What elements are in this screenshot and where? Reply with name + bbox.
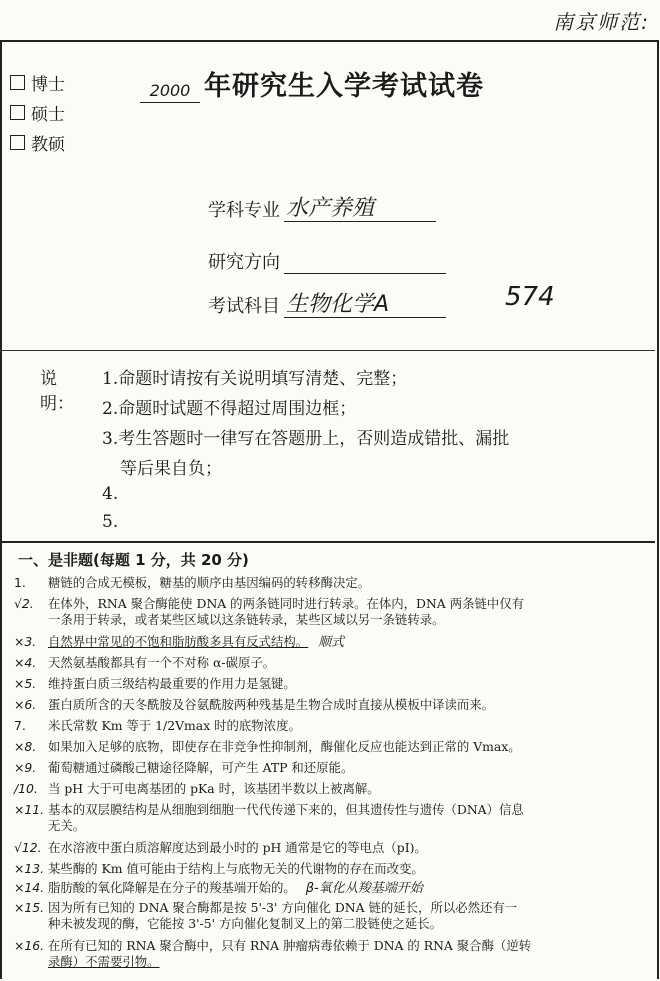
question-mark: ×3.	[14, 634, 37, 649]
degree-label: 硕士	[31, 105, 65, 125]
question-mark: 1.	[14, 575, 26, 590]
handwritten-note: β-氧化从羧基端开始	[305, 881, 423, 896]
question-text: 当 pH 大于可电离基团的 pKa 时，该基团半数以上被离解。	[48, 781, 380, 796]
degree-option-phd[interactable]	[10, 70, 65, 95]
instruction-item: 3.考生答题时一律写在答题册上，否则造成错批、漏批	[102, 429, 510, 449]
question-text: 蛋白质所含的天冬酰胺及谷氨酰胺两种残基是生物合成时直接从模板中译读而来。	[48, 697, 495, 712]
question-mark: /10.	[14, 781, 38, 796]
question-mark: √12.	[14, 840, 42, 855]
question-item	[14, 781, 644, 797]
direction-label: 研究方向	[208, 252, 280, 273]
question-item	[14, 880, 644, 897]
exam-title-text: 年研究生入学考试试卷	[204, 71, 484, 102]
handwritten-note: 顺式	[318, 635, 345, 650]
degree-option-edu-master[interactable]	[10, 130, 65, 155]
question-text: 如果加入足够的底物，即使存在非竞争性抑制剂，酶催化反应也能达到正常的 Vmax。	[48, 739, 521, 754]
instruction-item: 2.命题时试题不得超过周围边框；	[102, 399, 357, 419]
question-text: 某些酶的 Km 值可能由于结构上与底物无关的代谢物的存在而改变。	[48, 861, 424, 876]
question-item	[14, 634, 644, 651]
question-mark: ×15.	[14, 900, 45, 915]
question-text: 种未被发现的酶，它能按 3'-5' 方向催化复制叉上的第二股链使之延长。	[48, 916, 442, 931]
question-text: 糖链的合成无模板，糖基的顺序由基因编码的转移酶决定。	[48, 575, 371, 590]
instruction-item: 4.	[102, 484, 119, 504]
question-text: 录酶）不需要引物。	[48, 954, 160, 969]
question-item	[14, 840, 644, 856]
exam-frame	[0, 40, 659, 979]
question-text: 无关。	[48, 818, 86, 833]
question-text: 脂肪酸的氧化降解是在分子的羧基端开始的。	[48, 880, 296, 895]
question-mark: ×8.	[14, 739, 37, 754]
question-mark: ×11.	[14, 802, 45, 817]
checkbox[interactable]	[10, 105, 25, 120]
question-text: 在体外，RNA 聚合酶能使 DNA 的两条链同时进行转录。在体内，DNA 两条链中仅有	[48, 596, 525, 611]
exam-year: 2000	[140, 81, 200, 103]
question-mark: ×5.	[14, 676, 37, 691]
question-text: 在水溶液中蛋白质溶解度达到最小时的 pH 通常是它的等电点（pI)。	[48, 840, 427, 855]
question-item	[14, 900, 644, 932]
divider	[0, 541, 655, 543]
question-mark: ×6.	[14, 697, 37, 712]
major-value[interactable]: 水产养殖	[284, 197, 436, 222]
question-item	[14, 760, 644, 776]
question-text: 一条用于转录，或者某些区域以这条链转录，某些区域以另一条链转录。	[48, 612, 445, 627]
instruction-item: 等后果自负；	[120, 459, 222, 479]
question-item	[14, 697, 644, 713]
question-item	[14, 718, 644, 734]
question-text: 自然界中常见的不饱和脂肪酸多具有反式结构。	[48, 634, 309, 649]
school-name: 南京师范:	[553, 10, 650, 34]
direction-value[interactable]	[284, 249, 446, 274]
question-text: 天然氨基酸都具有一个不对称 α-碳原子。	[48, 655, 276, 670]
subject-label: 考试科目	[208, 296, 280, 317]
question-item	[14, 739, 644, 755]
checkbox[interactable]	[10, 135, 25, 150]
question-text: 因为所有已知的 DNA 聚合酶都是按 5'-3' 方向催化 DNA 链的延长，所以必然还有一	[48, 900, 518, 915]
question-text: 基本的双层膜结构是从细胞到细胞一代代传递下来的，但其遗传性与遗传（DNA）信息	[48, 802, 524, 817]
divider	[0, 350, 655, 351]
question-text: 米氏常数 Km 等于 1/2Vmax 时的底物浓度。	[48, 718, 301, 733]
question-item	[14, 575, 644, 591]
question-item	[14, 596, 644, 628]
question-item	[14, 655, 644, 671]
subject-field	[208, 292, 446, 318]
section-title: 一、是非题(每题 1 分，共 20 分)	[18, 551, 249, 569]
question-mark: ×13.	[14, 861, 45, 876]
question-text: 在所有已知的 RNA 聚合酶中，只有 RNA 肿瘤病毒依赖于 DNA 的 RNA 聚合酶（逆转	[48, 938, 532, 953]
checkbox[interactable]	[10, 75, 25, 90]
instruction-item: 5.	[102, 512, 119, 532]
question-mark: 7.	[14, 718, 26, 733]
question-mark: ×4.	[14, 655, 37, 670]
degree-label: 教硕	[31, 135, 65, 155]
question-text: 维持蛋白质三级结构最重要的作用力是氢键。	[48, 676, 296, 691]
major-label: 学科专业	[208, 200, 280, 221]
instruction-item: 1.命题时请按有关说明填写清楚、完整；	[102, 369, 408, 389]
subject-code: 574	[505, 282, 555, 312]
direction-field	[208, 248, 446, 274]
question-mark: ×16.	[14, 938, 45, 953]
question-item	[14, 802, 644, 834]
exam-title	[140, 64, 484, 103]
question-mark: √2.	[14, 596, 34, 611]
question-mark: ×14.	[14, 880, 45, 895]
degree-label: 博士	[31, 75, 65, 95]
question-item	[14, 861, 644, 877]
major-field	[208, 196, 436, 222]
question-mark: ×9.	[14, 760, 37, 775]
degree-option-master[interactable]	[10, 100, 65, 125]
instructions-head: 说明：	[40, 369, 74, 414]
question-text: 葡萄糖通过磷酸己糖途径降解，可产生 ATP 和还原能。	[48, 760, 354, 775]
question-item	[14, 938, 644, 970]
subject-value[interactable]: 生物化学A	[284, 293, 446, 318]
question-item	[14, 676, 644, 692]
